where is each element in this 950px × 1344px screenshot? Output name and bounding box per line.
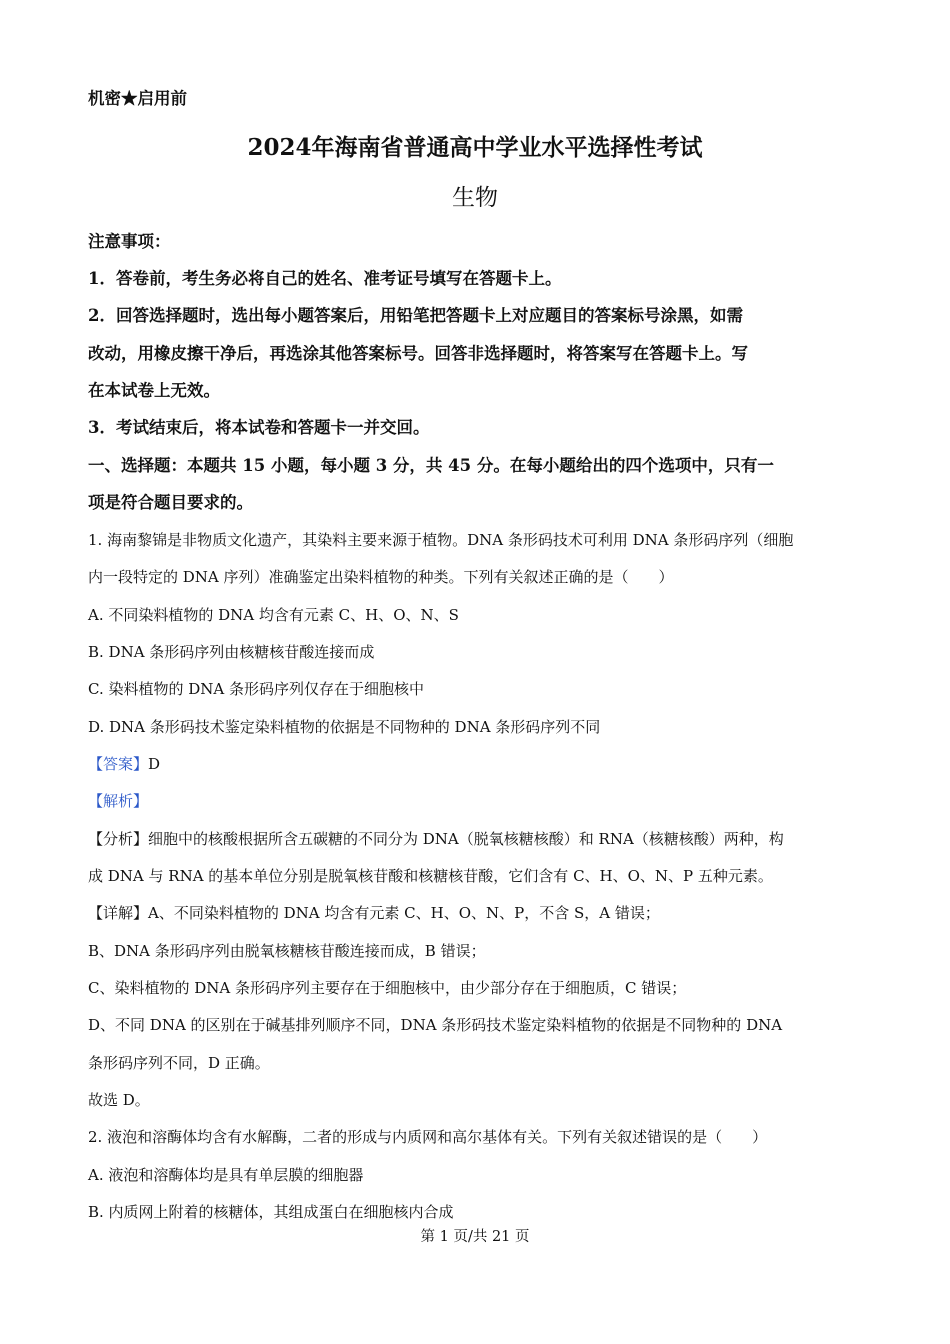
answer-value: D — [148, 755, 161, 773]
subject-title: 生物 — [452, 185, 498, 211]
q1-option-b: B. DNA 条形码序列由核糖核苷酸连接而成 — [88, 643, 375, 661]
confidential-label: 机密★启用前 — [88, 89, 187, 108]
q1-xiangjie-c: C、染料植物的 DNA 条形码序列主要存在于细胞核中，由少部分存在于细胞质，C 错误； — [88, 979, 687, 997]
section-heading-line-2: 项是符合题目要求的。 — [88, 493, 253, 512]
q1-stem-line-2: 内一段特定的 DNA 序列）准确鉴定出染料植物的种类。下列有关叙述正确的是（ ） — [88, 568, 674, 586]
q2-option-b: B. 内质网上附着的核糖体，其组成蛋白在细胞核内合成 — [88, 1203, 454, 1221]
q1-xiangjie-a — [88, 903, 660, 923]
q1-xiangjie-b: B、DNA 条形码序列由脱氧核糖核苷酸连接而成，B 错误； — [88, 942, 486, 960]
q1-option-c: C. 染料植物的 DNA 条形码序列仅存在于细胞核中 — [88, 680, 425, 698]
q1-answer — [88, 754, 160, 774]
q1-fenxi-line-1 — [88, 829, 784, 849]
section-heading-line-1: 一、选择题：本题共 15 小题，每小题 3 分，共 45 分。在每小题给出的四个选项中，只有一 — [88, 456, 774, 475]
fenxi-tag: 【分析】 — [88, 830, 149, 848]
notice-item-2-line-3: 在本试卷上无效。 — [88, 381, 220, 400]
xiangjie-tag: 【详解】 — [88, 904, 149, 922]
fenxi-text-1: 细胞中的核酸根据所含五碳糖的不同分为 DNA（脱氧核糖核酸）和 RNA（核糖核酸）两种，构 — [148, 830, 784, 848]
notice-item-2-line-2: 改动，用橡皮擦干净后，再选涂其他答案标号。回答非选择题时，将答案写在答题卡上。写 — [88, 344, 748, 363]
q1-option-d: D. DNA 条形码技术鉴定染料植物的依据是不同物种的 DNA 条形码序列不同 — [88, 718, 601, 736]
q1-conclusion: 故选 D。 — [88, 1091, 150, 1109]
q1-analysis — [88, 791, 148, 811]
q1-xiangjie-d-line-2: 条形码序列不同，D 正确。 — [88, 1054, 270, 1072]
answer-tag: 【答案】 — [88, 755, 149, 773]
xiangjie-a-text: A、不同染料植物的 DNA 均含有元素 C、H、O、N、P，不含 S，A 错误； — [148, 904, 660, 922]
page-footer: 第 1 页/共 21 页 — [420, 1229, 530, 1245]
notice-item-2-line-1: 2．回答选择题时，选出每小题答案后，用铅笔把答题卡上对应题目的答案标号涂黑，如需 — [88, 306, 743, 325]
q1-stem-line-1: 1. 海南黎锦是非物质文化遗产，其染料主要来源于植物。DNA 条形码技术可利用 DNA 条形码序列（细胞 — [88, 531, 794, 549]
q1-option-a: A. 不同染料植物的 DNA 均含有元素 C、H、O、N、S — [88, 606, 459, 624]
q2-stem: 2. 液泡和溶酶体均含有水解酶，二者的形成与内质网和高尔基体有关。下列有关叙述错误的是（ ） — [88, 1128, 768, 1146]
notice-item-1: 1．答卷前，考生务必将自己的姓名、准考证号填写在答题卡上。 — [88, 269, 562, 288]
exam-title: 2024年海南省普通高中学业水平选择性考试 — [247, 134, 703, 161]
q2-option-a: A. 液泡和溶酶体均是具有单层膜的细胞器 — [88, 1166, 364, 1184]
analysis-tag: 【解析】 — [88, 792, 149, 810]
q1-fenxi-line-2: 成 DNA 与 RNA 的基本单位分别是脱氧核苷酸和核糖核苷酸，它们含有 C、H、O、N、P 五种元素。 — [88, 867, 773, 885]
notice-item-3: 3．考试结束后，将本试卷和答题卡一并交回。 — [88, 418, 430, 437]
notice-heading: 注意事项： — [88, 232, 171, 251]
q1-xiangjie-d-line-1: D、不同 DNA 的区别在于碱基排列顺序不同，DNA 条形码技术鉴定染料植物的依据是不同物种的 DNA — [88, 1016, 783, 1034]
